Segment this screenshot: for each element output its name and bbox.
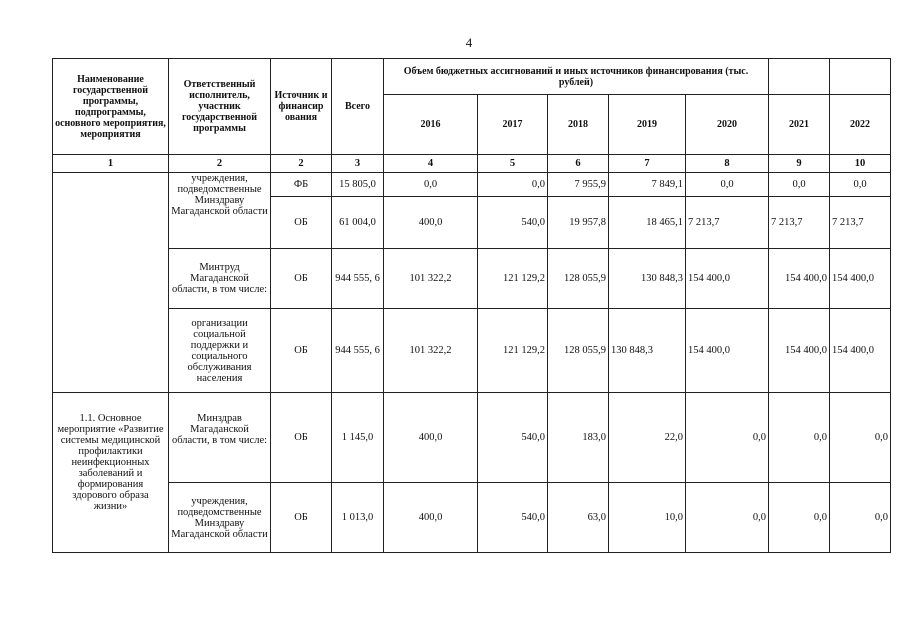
total-cell: 944 555, 6: [332, 309, 384, 393]
source-cell: ФБ: [271, 173, 332, 197]
value-cell: 10,0: [609, 483, 686, 553]
header-empty-cell: [769, 59, 830, 95]
column-number: 6: [548, 155, 609, 173]
executor-cell: Минтруд Магаданской области, в том числе:: [169, 249, 271, 309]
value-cell: 0,0: [384, 173, 478, 197]
header-year: 2020: [686, 95, 769, 155]
program-name-cell: 1.1. Основное мероприятие «Развитие системы медицинской профилактики неинфекционных заболеваний и формирования здорового образа жизни»: [53, 393, 169, 553]
value-cell: 121 129,2: [478, 309, 548, 393]
column-number: 2: [271, 155, 332, 173]
value-cell: 0,0: [478, 173, 548, 197]
value-cell: 101 322,2: [384, 309, 478, 393]
column-number: 10: [830, 155, 891, 173]
value-cell: 154 400,0: [769, 249, 830, 309]
value-cell: 0,0: [769, 173, 830, 197]
header-year: 2016: [384, 95, 478, 155]
value-cell: 154 400,0: [686, 249, 769, 309]
table-row: [53, 393, 891, 483]
column-number: 9: [769, 155, 830, 173]
value-cell: 154 400,0: [686, 309, 769, 393]
total-cell: 944 555, 6: [332, 249, 384, 309]
source-cell: ОБ: [271, 393, 332, 483]
executor-cell: учреждения, подведомственные Минздраву Магаданской области: [169, 483, 271, 553]
value-cell: 0,0: [769, 483, 830, 553]
value-cell: 7 213,7: [769, 197, 830, 249]
executor-cell: организации социальной поддержки и социального обслуживания населения: [169, 309, 271, 393]
value-cell: 0,0: [830, 393, 891, 483]
value-cell: 0,0: [830, 173, 891, 197]
column-number: 7: [609, 155, 686, 173]
value-cell: 121 129,2: [478, 249, 548, 309]
value-cell: 540,0: [478, 483, 548, 553]
source-cell: ОБ: [271, 197, 332, 249]
value-cell: 128 055,9: [548, 249, 609, 309]
value-cell: 400,0: [384, 197, 478, 249]
page-number: 4: [465, 35, 473, 50]
column-number: 2: [169, 155, 271, 173]
header-year: 2022: [830, 95, 891, 155]
value-cell: 0,0: [686, 393, 769, 483]
value-cell: 540,0: [478, 393, 548, 483]
value-cell: 18 465,1: [609, 197, 686, 249]
source-cell: ОБ: [271, 309, 332, 393]
header-name: Наименование государственной программы, подпрограммы, основного мероприятия, мероприятия: [53, 59, 169, 155]
column-number: 5: [478, 155, 548, 173]
header-empty-cell: [830, 59, 891, 95]
source-cell: ОБ: [271, 483, 332, 553]
header-funding-group: Объем бюджетных ассигнований и иных источников финансирования (тыс. рублей): [384, 59, 769, 95]
value-cell: 7 213,7: [686, 197, 769, 249]
value-cell: 0,0: [686, 173, 769, 197]
total-cell: 61 004,0: [332, 197, 384, 249]
table-row: [53, 249, 891, 309]
source-cell: ОБ: [271, 249, 332, 309]
table-row: [53, 483, 891, 553]
value-cell: 7 849,1: [609, 173, 686, 197]
value-cell: 0,0: [830, 483, 891, 553]
column-number: 8: [686, 155, 769, 173]
value-cell: 19 957,8: [548, 197, 609, 249]
value-cell: 22,0: [609, 393, 686, 483]
value-cell: 400,0: [384, 393, 478, 483]
value-cell: 400,0: [384, 483, 478, 553]
header-total: Всего: [332, 59, 384, 155]
header-year: 2021: [769, 95, 830, 155]
total-cell: 15 805,0: [332, 173, 384, 197]
executor-cell: Минздрав Магаданской области, в том числе:: [169, 393, 271, 483]
value-cell: 183,0: [548, 393, 609, 483]
header-year: 2017: [478, 95, 548, 155]
total-cell: 1 013,0: [332, 483, 384, 553]
value-cell: 130 848,3: [609, 249, 686, 309]
header-executor: Ответственный исполнитель, участник государственной программы: [169, 59, 271, 155]
value-cell: 63,0: [548, 483, 609, 553]
value-cell: 7 955,9: [548, 173, 609, 197]
executor-cell: учреждения, подведомственные Минздраву Магаданской области: [169, 173, 271, 249]
budget-table: [52, 58, 891, 553]
header-year: 2018: [548, 95, 609, 155]
value-cell: 154 400,0: [830, 309, 891, 393]
value-cell: 540,0: [478, 197, 548, 249]
table-row: [53, 309, 891, 393]
column-number: 3: [332, 155, 384, 173]
value-cell: 7 213,7: [830, 197, 891, 249]
value-cell: 0,0: [686, 483, 769, 553]
header-year: 2019: [609, 95, 686, 155]
value-cell: 154 400,0: [769, 309, 830, 393]
column-number: 4: [384, 155, 478, 173]
program-name-cell: [53, 173, 169, 393]
value-cell: 0,0: [769, 393, 830, 483]
value-cell: 101 322,2: [384, 249, 478, 309]
table-row: [53, 173, 891, 197]
column-number: 1: [53, 155, 169, 173]
value-cell: 128 055,9: [548, 309, 609, 393]
value-cell: 130 848,3: [609, 309, 686, 393]
value-cell: 154 400,0: [830, 249, 891, 309]
total-cell: 1 145,0: [332, 393, 384, 483]
header-source: Источник и финансир ования: [271, 59, 332, 155]
